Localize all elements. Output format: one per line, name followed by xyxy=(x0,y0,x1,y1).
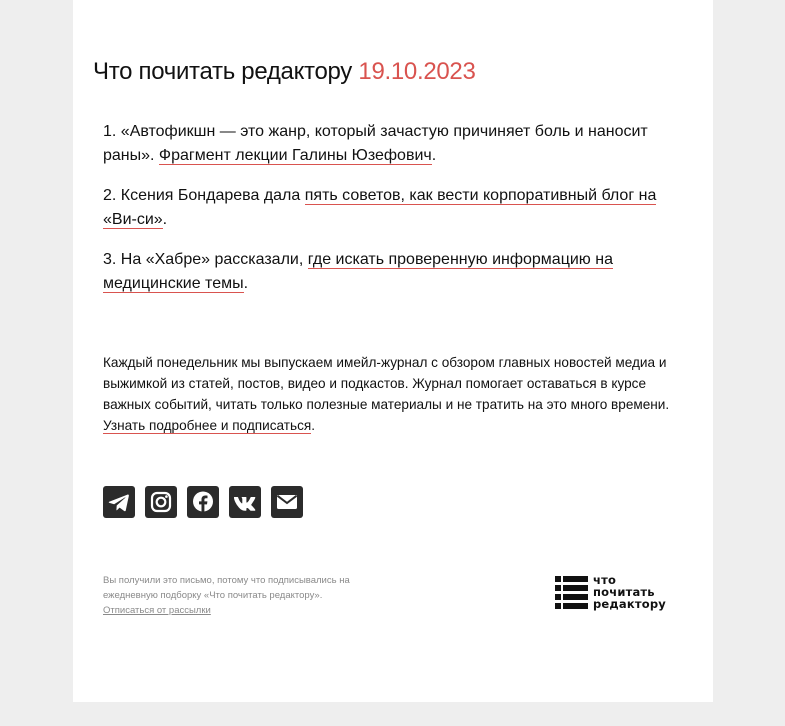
item-link[interactable]: Фрагмент лекции Галины Юзефович xyxy=(158,147,432,164)
brand-logo[interactable] xyxy=(555,573,685,614)
list-item xyxy=(103,184,663,232)
page-title xyxy=(93,58,476,86)
logo-line: почитать xyxy=(593,585,655,599)
item-link[interactable]: где искать проверенную информацию на медицинские темы xyxy=(103,251,613,292)
item-text: 3. На «Хабре» рассказали, xyxy=(103,251,308,268)
title-date: 19.10.2023 xyxy=(358,58,476,85)
logo-line: редактору xyxy=(593,597,666,611)
item-text: 2. Ксения Бондарева дала xyxy=(103,187,305,204)
facebook-icon[interactable] xyxy=(187,486,219,518)
item-text: 1. «Автофикшн — это жанр, который зачастую причиняет боль и наносит раны». xyxy=(103,123,648,164)
title-text: Что почитать редактору xyxy=(93,58,353,85)
email-icon[interactable] xyxy=(271,486,303,518)
footer-note xyxy=(103,573,403,618)
social-links xyxy=(103,486,303,518)
unsubscribe-link[interactable]: Отписаться от рассылки xyxy=(103,605,211,616)
article-list xyxy=(103,120,663,312)
item-suffix: . xyxy=(162,211,168,228)
item-suffix: . xyxy=(243,275,249,292)
item-suffix: . xyxy=(431,147,437,164)
about-suffix: . xyxy=(311,418,316,433)
newsletter-card xyxy=(73,0,713,702)
instagram-icon[interactable] xyxy=(145,486,177,518)
item-link[interactable]: пять советов, как вести корпоративный блог на «Ви-си» xyxy=(103,187,657,228)
logo-mark-icon xyxy=(555,576,588,610)
about-text xyxy=(103,352,688,436)
list-item xyxy=(103,248,663,296)
footer-text: Вы получили это письмо, потому что подписывались на ежедневную подборку «Что почитать редактору». xyxy=(103,575,350,601)
subscribe-link[interactable]: Узнать подробнее и подписаться xyxy=(103,418,312,433)
logo-wordmark xyxy=(593,574,666,610)
about-body: Каждый понедельник мы выпускаем имейл-журнал с обзором главных новостей медиа и выжимкой из статей, постов, видео и подкастов. Журнал помогает оставаться в курсе важных событий, читать только полезные материалы и не тратить на это много времени. xyxy=(103,355,670,412)
vk-icon[interactable] xyxy=(229,486,261,518)
logo-line: что xyxy=(593,573,617,587)
telegram-icon[interactable] xyxy=(103,486,135,518)
list-item xyxy=(103,120,663,168)
